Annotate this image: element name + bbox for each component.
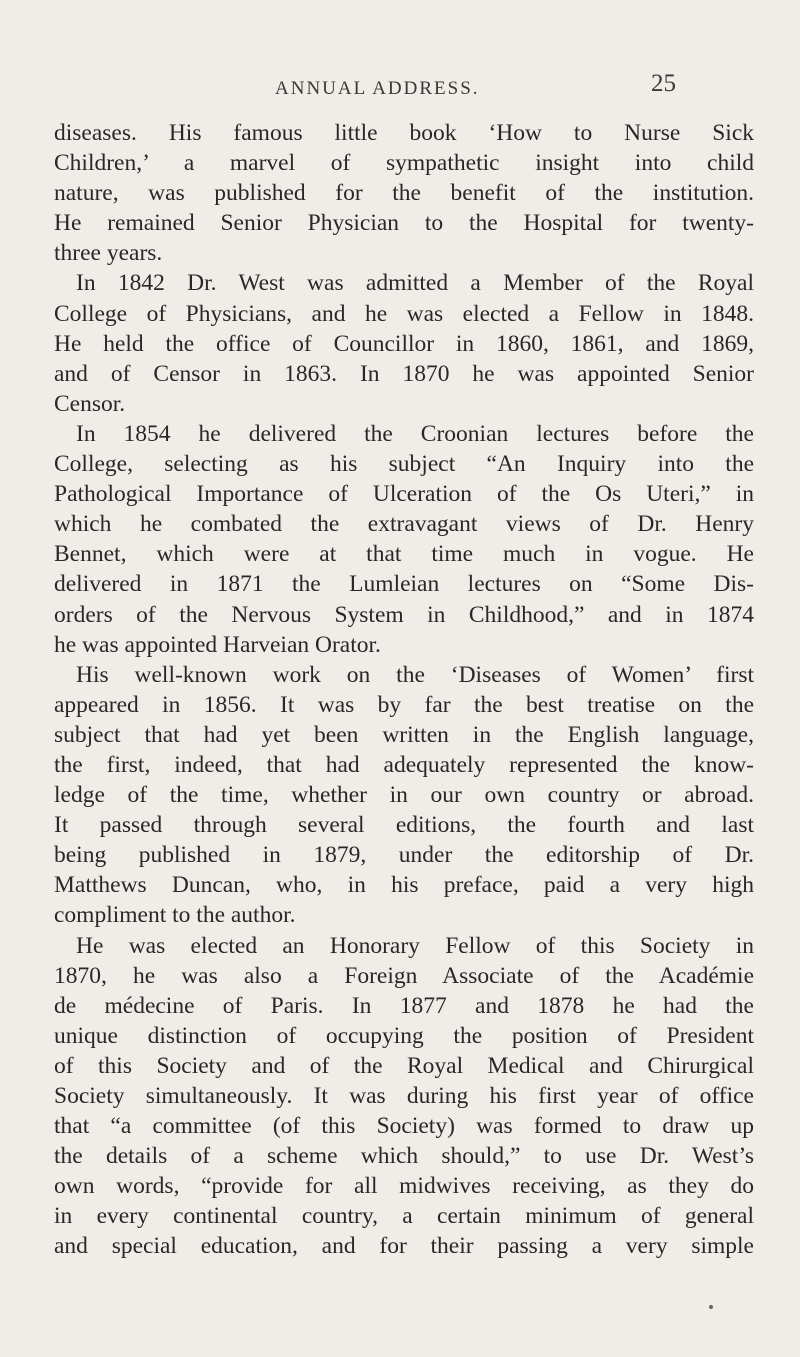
text-line: he was appointed Harveian Orator. (54, 631, 381, 658)
page-number: 25 (651, 70, 676, 97)
text-line: which he combated the extravagant views of Dr. Henry (54, 511, 754, 538)
text-line: College of Physicians, and he was elected a Fellow in 1848. (54, 300, 754, 327)
text-line: the first, indeed, that had adequately represented the know- (54, 751, 754, 778)
text-line: His well-known work on the ‘Diseases of Women’ first (76, 661, 754, 688)
text-line: unique distinction of occupying the position of President (54, 1022, 754, 1049)
text-line: He held the office of Councillor in 1860, 1861, and 1869, (54, 330, 754, 357)
text-line: He remained Senior Physician to the Hospital for twenty- (54, 210, 754, 237)
text-line: delivered in 1871 the Lumleian lectures on “Some Dis- (54, 571, 754, 598)
text-line: Pathological Importance of Ulceration of the Os Uteri,” in (54, 481, 754, 508)
text-line: and special education, and for their passing a very simple (54, 1233, 754, 1260)
text-line: ledge of the time, whether in our own country or abroad. (54, 782, 754, 809)
running-head: ANNUAL ADDRESS. (275, 78, 480, 99)
text-line: In 1842 Dr. West was admitted a Member of the Royal (76, 270, 754, 297)
text-line: 1870, he was also a Foreign Associate of the Académie (54, 962, 754, 989)
text-line: compliment to the author. (54, 902, 296, 929)
ink-speck (708, 1304, 713, 1309)
text-line: In 1854 he delivered the Croonian lectures before the (76, 420, 754, 447)
text-line: Society simultaneously. It was during his first year of office (54, 1083, 754, 1109)
text-line: de médecine of Paris. In 1877 and 1878 he had the (54, 992, 754, 1019)
text-line: the details of a scheme which should,” to use Dr. West’s (54, 1143, 754, 1170)
text-line: being published in 1879, under the editorship of Dr. (54, 842, 754, 869)
text-line: It passed through several editions, the fourth and last (54, 812, 754, 839)
text-line: three years. (54, 240, 163, 267)
text-line: subject that had yet been written in the English language, (54, 721, 754, 748)
text-line: and of Censor in 1863. In 1870 he was appointed Senior (54, 360, 754, 387)
text-line: Censor. (54, 390, 126, 417)
text-line: He was elected an Honorary Fellow of this Society in (76, 932, 754, 959)
text-line: of this Society and of the Royal Medical and Chirurgical (54, 1052, 754, 1079)
body-text (54, 118, 754, 1262)
text-line: that “a committee (of this Society) was formed to draw up (54, 1113, 754, 1140)
text-line: College, selecting as his subject “An Inquiry into the (54, 451, 754, 478)
text-line: diseases. His famous little book ‘How to Nurse Sick (54, 120, 754, 146)
text-line: orders of the Nervous System in Childhood,” and in 1874 (54, 601, 754, 628)
text-line: Matthews Duncan, who, in his preface, paid a very high (54, 872, 754, 899)
text-line: Children,’ a marvel of sympathetic insight into child (54, 150, 754, 177)
text-line: own words, “provide for all midwives receiving, as they do (54, 1173, 754, 1200)
text-line: Bennet, which were at that time much in vogue. He (54, 541, 754, 568)
text-line: in every continental country, a certain minimum of general (54, 1203, 754, 1230)
text-line: appeared in 1856. It was by far the best treatise on the (54, 691, 754, 718)
text-line: nature, was published for the benefit of the institution. (54, 180, 754, 207)
